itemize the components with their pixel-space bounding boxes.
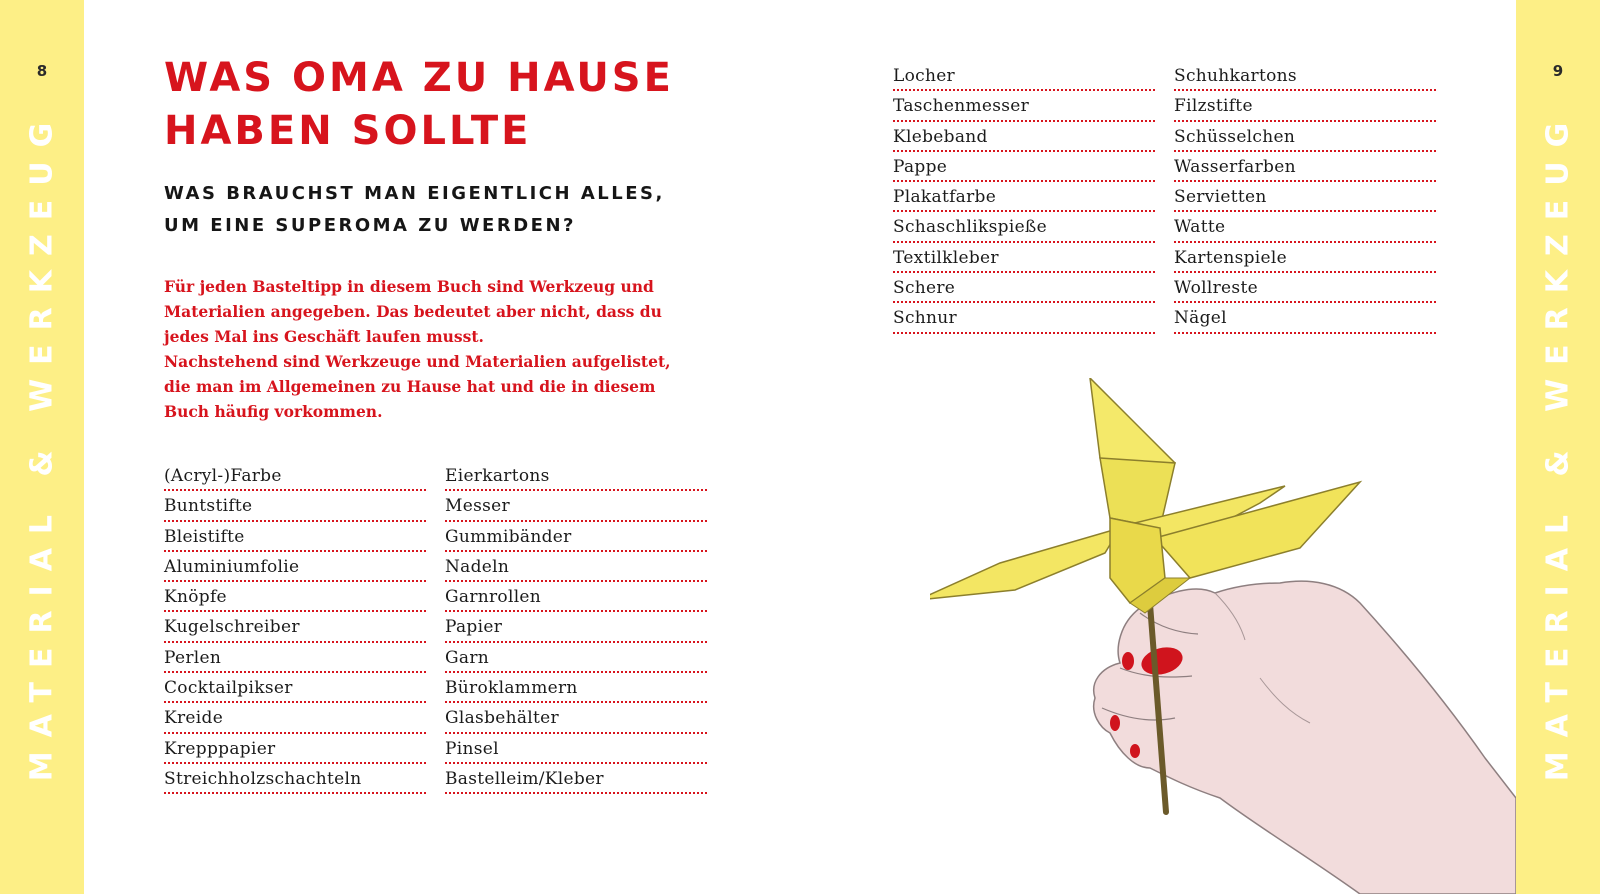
material-item: Büroklammern [445, 673, 707, 703]
intro-line: Buch häufig vorkommen. [164, 402, 383, 421]
material-item: Nägel [1174, 303, 1436, 333]
material-item: Servietten [1174, 182, 1436, 212]
title-line: HABEN SOLLTE [164, 108, 532, 154]
material-item: Streichholzschachteln [164, 764, 426, 794]
origami-crane-hand-illustration [930, 378, 1516, 894]
material-item: Gummibänder [445, 522, 707, 552]
material-list-right-col2 [1174, 61, 1436, 334]
subtitle-line: UM EINE SUPEROMA ZU WERDEN? [164, 215, 576, 236]
title-line: WAS OMA ZU HAUSE [164, 55, 674, 101]
page-title [164, 52, 674, 158]
origami-crane [930, 378, 1360, 613]
material-item: Nadeln [445, 552, 707, 582]
material-item: Kreide [164, 703, 426, 733]
material-item: Textilkleber [893, 243, 1155, 273]
material-item: Schere [893, 273, 1155, 303]
material-item: Locher [893, 61, 1155, 91]
subtitle-line: WAS BRAUCHST MAN EIGENTLICH ALLES, [164, 183, 665, 204]
material-item: Filzstifte [1174, 91, 1436, 121]
material-list-left-col1 [164, 461, 426, 794]
material-item: Papier [445, 612, 707, 642]
material-item: Schnur [893, 303, 1155, 333]
side-label-left: MATERIAL & WERKZEUG [24, 108, 60, 782]
intro-line: Nachstehend sind Werkzeuge und Materialien aufgelistet, [164, 352, 671, 371]
intro-line: jedes Mal ins Geschäft laufen musst. [164, 327, 484, 346]
intro-line: Materialien angegeben. Das bedeutet aber nicht, dass du [164, 302, 662, 321]
page-subtitle [164, 178, 665, 242]
material-item: Kugelschreiber [164, 612, 426, 642]
material-list-right-col1 [893, 61, 1155, 334]
material-item: Bastelleim/Kleber [445, 764, 707, 794]
material-item: Taschenmesser [893, 91, 1155, 121]
material-item: Schaschlikspieße [893, 212, 1155, 242]
material-item: Kartenspiele [1174, 243, 1436, 273]
left-side-strip [0, 0, 84, 894]
material-list-left-col2 [445, 461, 707, 794]
material-item: Messer [445, 491, 707, 521]
intro-line: Für jeden Basteltipp in diesem Buch sind Werkzeug und [164, 277, 654, 296]
material-item: Garnrollen [445, 582, 707, 612]
material-item: Krepppapier [164, 734, 426, 764]
material-item: Eierkartons [445, 461, 707, 491]
material-item: (Acryl-)Farbe [164, 461, 426, 491]
material-item: Wollreste [1174, 273, 1436, 303]
material-item: Garn [445, 643, 707, 673]
page-number-right: 9 [1552, 62, 1564, 80]
page-number-left: 8 [36, 62, 48, 80]
right-side-strip [1516, 0, 1600, 894]
intro-paragraph [164, 274, 724, 424]
material-item: Perlen [164, 643, 426, 673]
material-item: Watte [1174, 212, 1436, 242]
material-item: Knöpfe [164, 582, 426, 612]
material-item: Schuhkartons [1174, 61, 1436, 91]
side-label-right: MATERIAL & WERKZEUG [1540, 108, 1576, 782]
material-item: Plakatfarbe [893, 182, 1155, 212]
material-item: Buntstifte [164, 491, 426, 521]
material-item: Cocktailpikser [164, 673, 426, 703]
fingernail [1130, 744, 1140, 758]
material-item: Wasserfarben [1174, 152, 1436, 182]
material-item: Pappe [893, 152, 1155, 182]
material-item: Schüsselchen [1174, 122, 1436, 152]
hand-illustration [1094, 581, 1516, 894]
intro-line: die man im Allgemeinen zu Hause hat und die in diesem [164, 377, 656, 396]
fingernail [1110, 715, 1120, 731]
material-item: Glasbehälter [445, 703, 707, 733]
material-item: Bleistifte [164, 522, 426, 552]
material-item: Klebeband [893, 122, 1155, 152]
material-item: Aluminiumfolie [164, 552, 426, 582]
material-item: Pinsel [445, 734, 707, 764]
fingernail [1122, 652, 1134, 670]
